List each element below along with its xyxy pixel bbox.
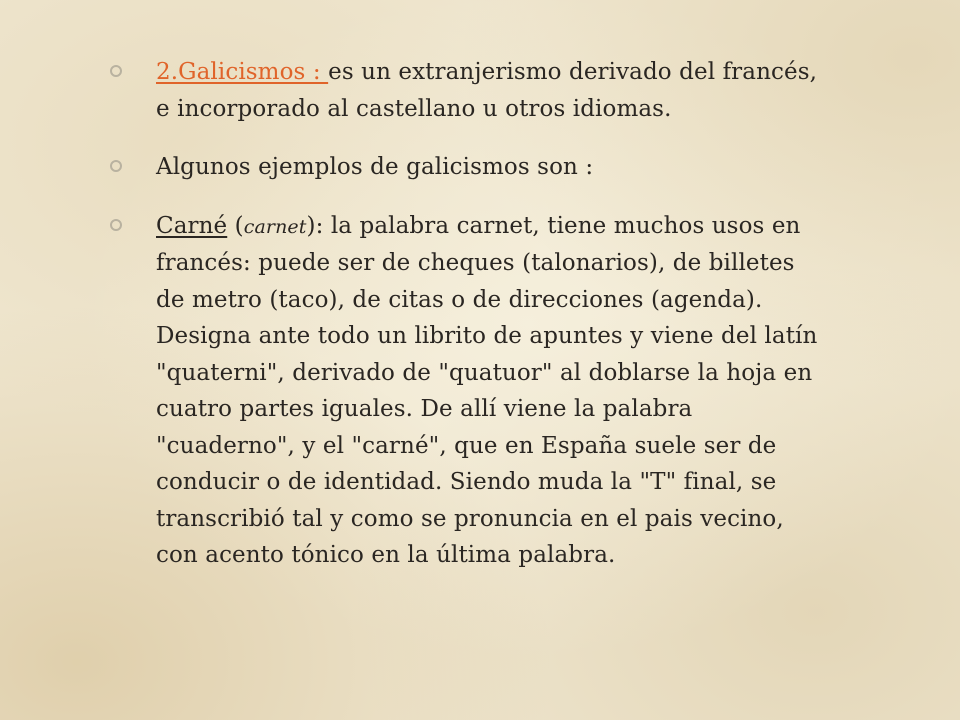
bullet-circle-icon	[110, 160, 122, 172]
paren-close: ):	[306, 212, 331, 239]
bullet-circle-icon	[110, 219, 122, 231]
galicismos-link[interactable]: 2.Galicismos :	[156, 59, 329, 85]
ejemplos-text: Algunos ejemplos de galicismos son :	[156, 154, 594, 180]
bullet-item-carne	[110, 208, 830, 574]
bullet-list	[110, 54, 830, 596]
bullet-circle-icon	[110, 65, 122, 77]
bullet-item-ejemplos	[110, 149, 830, 186]
paren-open: (	[227, 212, 244, 239]
bullet-item-galicismos	[110, 54, 830, 127]
galicismos-definition: es un extranjerismo derivado del francés, e incorporado al castellano u otros idiomas.	[156, 59, 818, 122]
carnet-original-term: carnet	[243, 215, 307, 238]
carne-term: Carné	[156, 212, 228, 239]
carne-explanation: la palabra carnet, tiene muchos usos en francés: puede ser de cheques (talonarios), de billetes de metro (taco), de citas o de direcciones (agenda). Designa ante todo un librito de apuntes y viene del latín "quaterni", derivado de "quatuor" al doblarse la hoja en cuatro partes iguales. De allí viene la palabra "cuaderno", y el "carné", que en España suele ser de conducir o de identidad. Siendo muda la "T" final, se transcribió tal y como se pronuncia en el pais vecino, con acento tónico en la última palabra.	[156, 212, 818, 568]
